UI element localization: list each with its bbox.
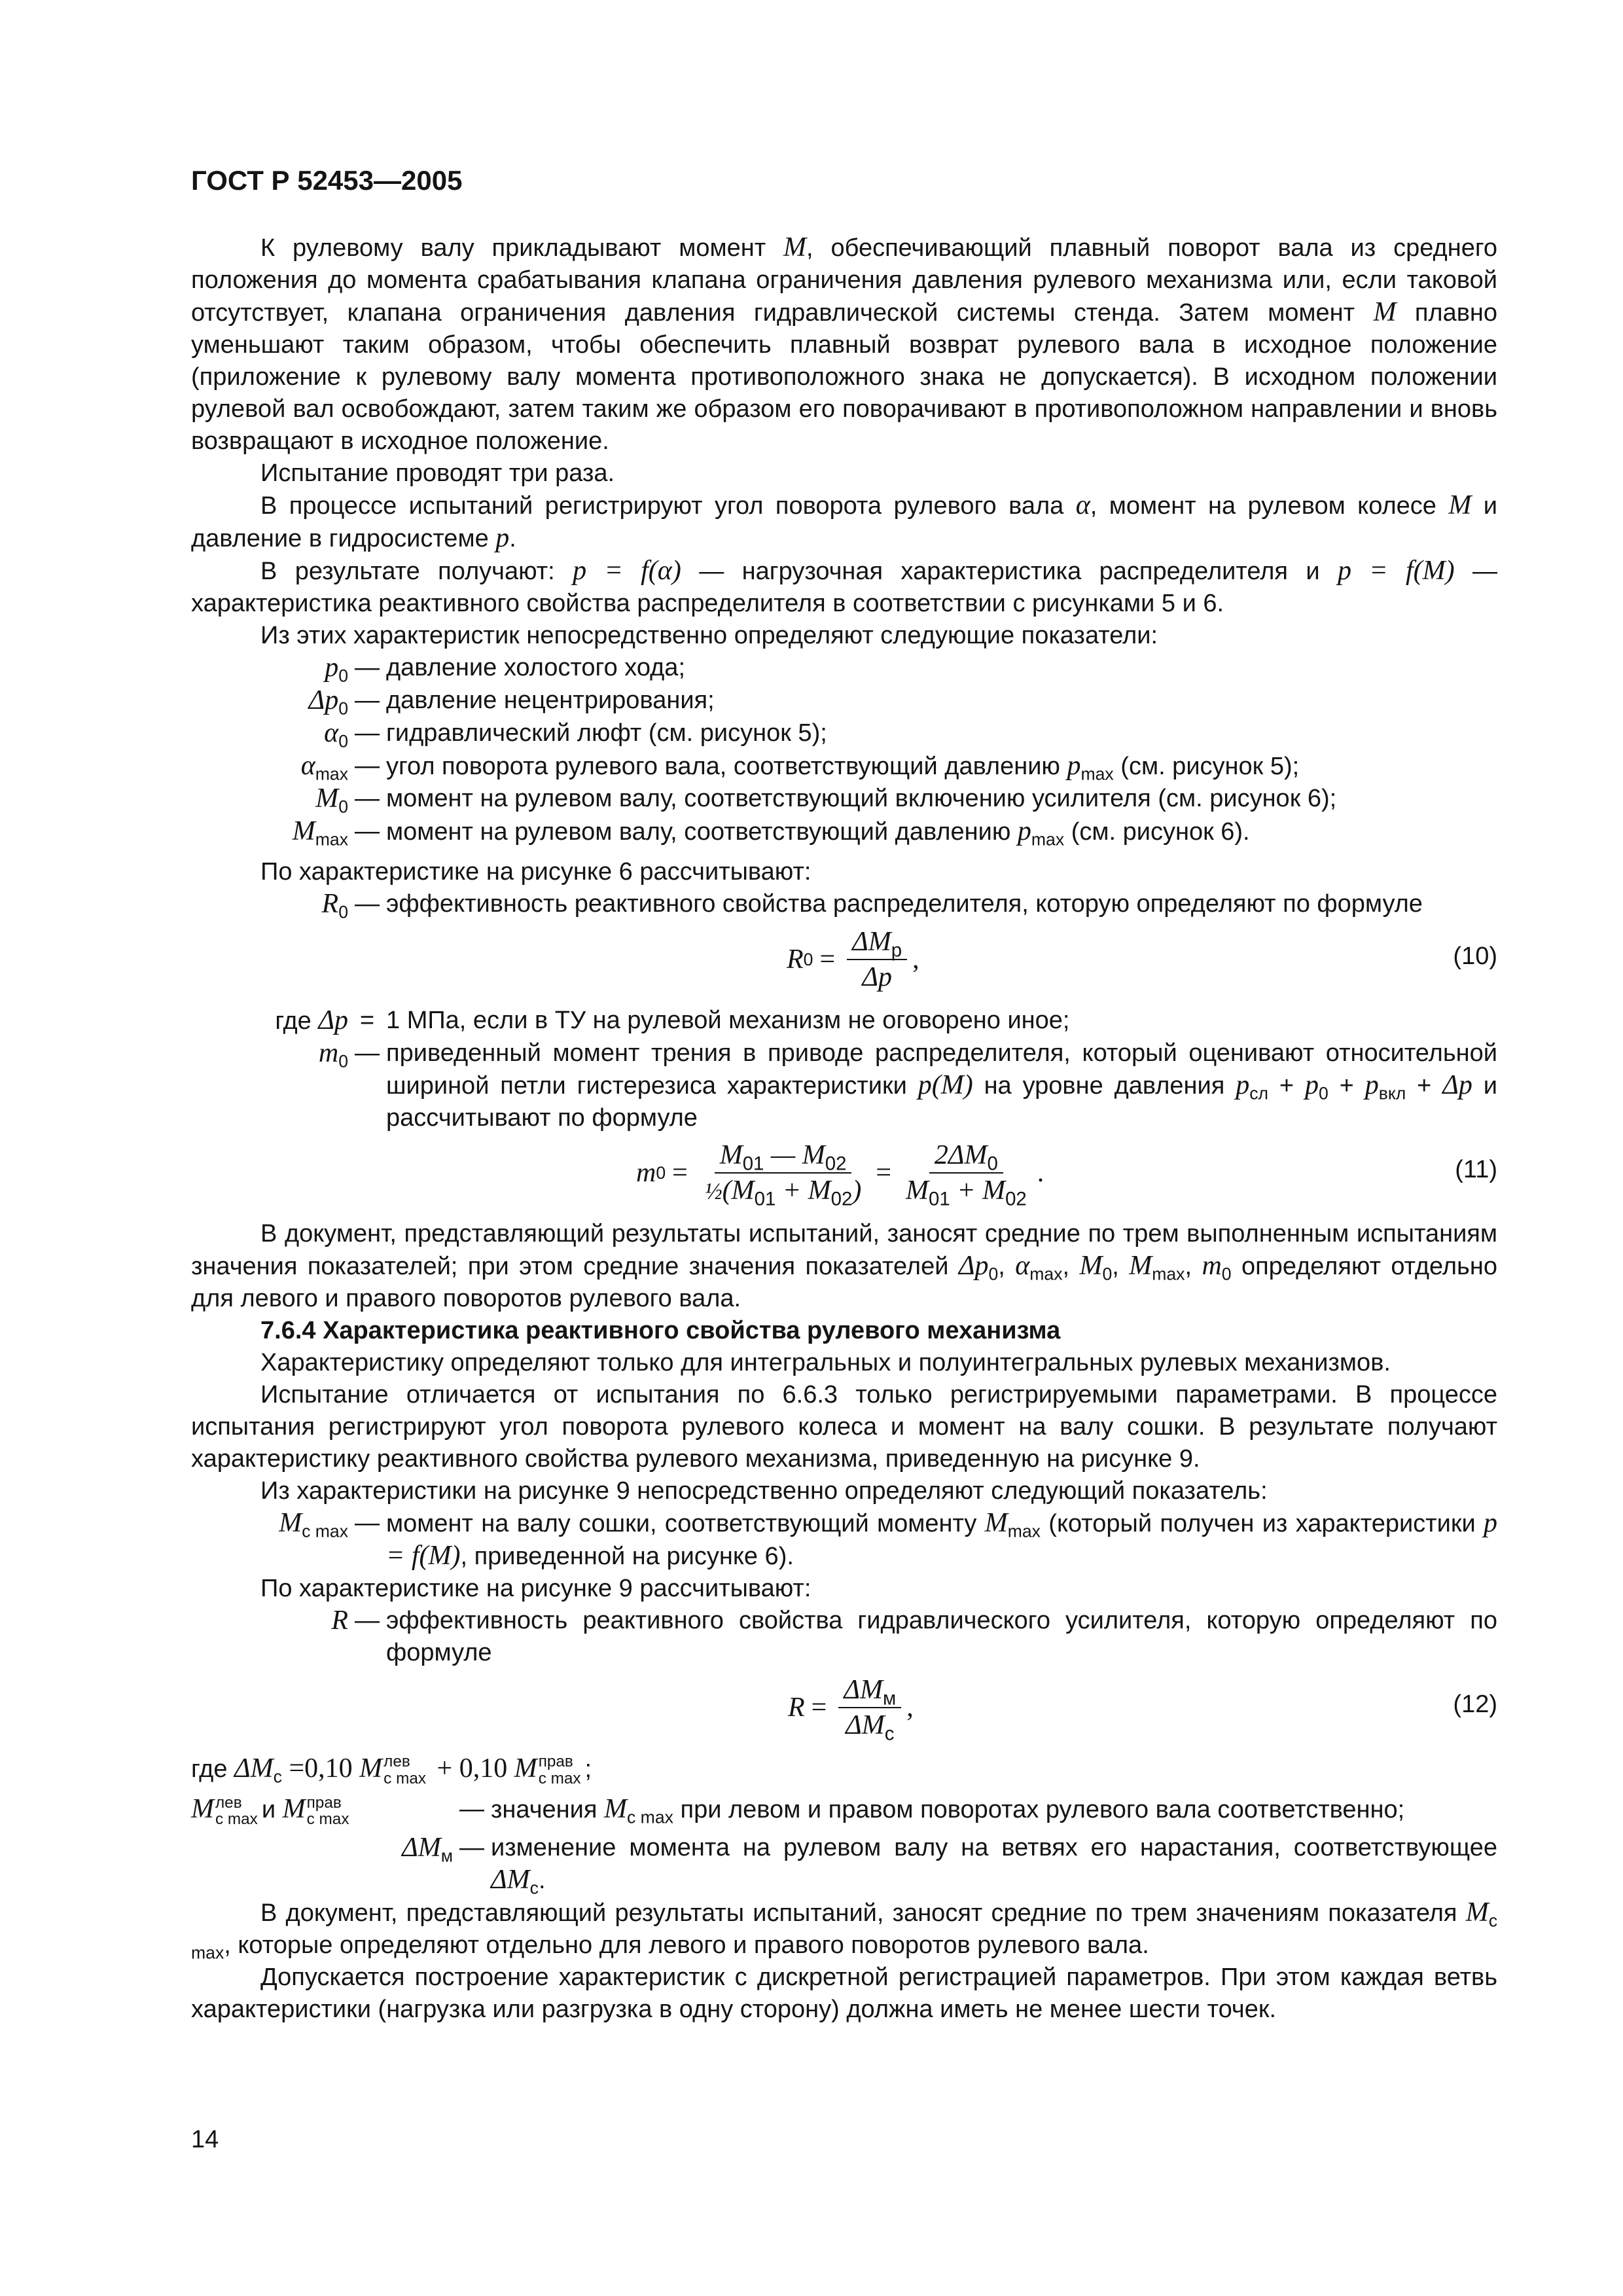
fraction: $\frac{\Delta M_p}{\Delta p}$ (847, 926, 907, 993)
where-clause-dp: где Δp = 1 МПа, если в ТУ на рулевой механизм не оговорено иное; (275, 1005, 1070, 1035)
formula-12: R = $\frac{\Delta M_м}{\Delta M_с}$ , (12) (788, 1675, 1497, 1745)
standard-designation: ГОСТ Р 52453—2005 (191, 165, 463, 196)
equation-number: (12) (1453, 1691, 1497, 1718)
paragraph-applicability: Характеристику определяют только для интегральных и полуинтегральных рулевых механизмов. (260, 1349, 1391, 1376)
page-content (191, 232, 1497, 2026)
paragraph-document-averages: В документ, представляющий результаты испытаний, заносят средние по трем выполненным испытаниям значения показателей; при этом средние значения показателей $\Delta p_0$, $\alpha_{max}$, $M_0$, $M_{max}$, $m_0$ определяют отдельно для левого и правого поворотов рулевого вала. (191, 1220, 1497, 1312)
definition-row: $\Delta p_0$ — давление нецентрирования; (308, 685, 715, 719)
definition-row: $p_0$ — давление холостого хода; (325, 653, 686, 686)
fraction: $\frac{2\Delta M_0}{M_{01} + M_{02}}$ (906, 1140, 1027, 1210)
formula-10: R 0 = $\frac{\Delta M_p}{\Delta p}$ , (10) (787, 927, 1497, 992)
indicator-definitions (191, 652, 1497, 848)
paragraph-torque-application: К рулевому валу прикладывают момент M, обеспечивающий плавный поворот вала из среднего положения до момента срабатывания клапана ограничения давления рулевого механизма или, если таковой отсутствует, клапана ограничения давления гидравлической системы стенда. Затем момент M плавно уменьшают таким образом, чтобы обеспечить плавный возврат рулевого вала в исходное положение (приложение к рулевому валу момента противоположного знака не допускается). В исходном положении рулевой вал освобождают, затем таким же образом его поворачивают в противоположном направлении и вновь возвращают в исходное положение. (191, 232, 1498, 455)
definition-row: $\alpha_0$ — гидравлический люфт (см. рисунок 5); (324, 718, 827, 751)
definition-row: $\alpha_{max}$ — угол поворота рулевого вала, соответствующий давлению $p_{max}$ (см. рисунок 5); (300, 751, 1300, 784)
paragraph-fig6-calc: По характеристике на рисунке 6 рассчитывают: (260, 858, 812, 886)
paragraph-test-count: Испытание проводят три раза. (260, 459, 615, 487)
paragraph-test-difference: Испытание отличается от испытания по 6.6.3 только регистрируемыми параметрами. В процессе испытания регистрируют угол поворота рулевого колеса и момент на валу сошки. В результате получают характеристику реактивного свойства рулевого механизма, приведенную на рисунке 9. (191, 1381, 1497, 1473)
page-number: 14 (191, 2126, 219, 2153)
paragraph-recorded-parameters: В процессе испытаний регистрируют угол поворота рулевого вала α, момент на рулевом колесе M и давление в гидросистеме p. (191, 490, 1497, 553)
definition-row-dMm: $\Delta M_м$ — изменение момента на рулевом валу на ветвях его нарастания, соответствующее $\Delta M_с$. (402, 1832, 1497, 1898)
paragraph-discrete-registration: Допускается построение характеристик с дискретной регистрацией параметров. При этом каждая ветвь характеристики (нагрузка или разгрузка в одну сторону) должна иметь не менее шести точек. (191, 1963, 1497, 2023)
paragraph-document-Mcmax: В документ, представляющий результаты испытаний, заносят средние по трем значениям показателя $M_{с max}$, которые определяют отдельно для левого и правого поворотов рулевого вала. (191, 1897, 1497, 1963)
paragraph-indicators-intro: Из этих характеристик непосредственно определяют следующие показатели: (260, 622, 1158, 649)
equation-number: (11) (1455, 1156, 1497, 1183)
document-header (191, 164, 462, 198)
definition-row: $M_{max}$ — момент на рулевом валу, соответствующий давлению $p_{max}$ (см. рисунок 6). (292, 816, 1250, 850)
paragraph-fig9-calc: По характеристике на рисунке 9 рассчитывают: (260, 1575, 812, 1602)
definition-row-Mcmax: $M_{с max}$ — момент на валу сошки, соответствующий моменту $M_{max}$ (который получен из характеристики p = f(M), приведенной на рисунке 6). (279, 1508, 1497, 1571)
definition-row-R: R — эффективность реактивного свойства гидравлического усилителя, которую определяют по формуле (331, 1605, 1497, 1666)
paragraph-results: В результате получают: p = f(α) — нагрузочная характеристика распределителя и p = f(M) — характеристика реактивного свойства распределителя в соответствии с рисунками 5 и 6. (191, 556, 1498, 617)
fraction: $\frac{\Delta M_м}{\Delta M_с}$ (838, 1674, 901, 1741)
section-heading: 7.6.4 Характеристика реактивного свойства рулевого механизма (260, 1317, 1061, 1344)
definition-row-R0: $R_0$ — эффективность реактивного свойства распределителя, которую определяют по формуле (321, 889, 1423, 922)
definition-row: $M_0$ — момент на рулевом валу, соответствующий включению усилителя (см. рисунок 6); (315, 783, 1337, 817)
definition-row-left-right: M лев с max и M прав с max — значения $M_{с max}$ при левом и правом поворотах рулевого вала соответственно; (191, 1793, 1405, 1829)
paragraph-fig9-intro: Из характеристики на рисунке 9 непосредственно определяют следующий показатель: (260, 1477, 1268, 1505)
fraction: $\frac{M_{01} — M_{02}}{\frac{1}{2}(M_{01} + M_{02})}$ (704, 1139, 862, 1210)
definition-row-m0: $m_0$ — приведенный момент трения в приводе распределителя, который оценивают относительной шириной петли гистерезиса характеристики p(M) на уровне давления $p_{сл} + p_0 + p_{вкл} + \Delta p$ и рассчитывают по формуле (318, 1038, 1498, 1132)
formula-11: m 0 = $\frac{M_{01} — M_{02}}{\frac{1}{2}(M_{01} + M_{02})}$ = $\frac{2\Delta M_0}{M_{01} + M_{02}}$ . (11) (636, 1139, 1497, 1210)
where-clause-dMc: где $\Delta M_с =0,10$ M лев с max + 0,10 M прав с max ; (191, 1753, 592, 1787)
equation-number: (10) (1453, 942, 1497, 970)
